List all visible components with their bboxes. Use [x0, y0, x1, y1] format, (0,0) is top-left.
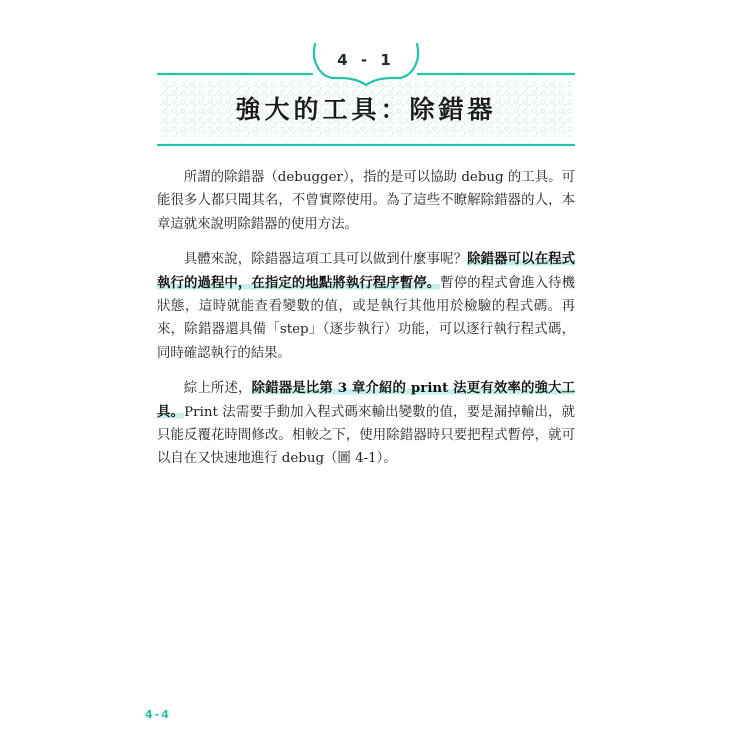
text-run: 綜上所述，: [183, 381, 252, 397]
text-run: Print 法需要手動加入程式碼來輸出變數的值，要是漏掉輸出，就只能反覆花時間修改。相較之下，使用除錯器時只要把程式暫停，就可以自在又快速地進行 debug（圖 4-1）。: [157, 404, 575, 467]
text-run: 所謂的除錯器（debugger），指的是可以協助 debug 的工具。可能很多人都只聞其名，不曾實際使用。為了這些不瞭解除錯器的人，本章這就來說明除錯器的使用方法。: [157, 170, 575, 232]
text-run: 具體來說，除錯器這項工具可以做到什麼事呢？: [183, 252, 468, 268]
section-title: 強大的工具：除錯器: [235, 95, 497, 124]
page-number: 4-4: [145, 708, 171, 721]
body-text: [157, 166, 575, 483]
text-run: 暫停的程式會進入待機狀態，這時就能查看變數的值，或是執行其他用於檢驗的程式碼。再來，除錯器還具備「step」（逐步執行）功能，可以逐行執行程式碼，同時確認執行的結果。: [157, 275, 576, 361]
section-number: 4 - 1: [337, 51, 395, 69]
highlighted-text-run: 除錯器是比第 3 章介紹的 print 法更有效率的強大工具。: [157, 380, 576, 420]
section-header-frame: [0, 0, 750, 160]
paragraph: [157, 166, 575, 236]
paragraph: [157, 377, 575, 471]
paragraph: [157, 248, 575, 365]
highlighted-text-run: 除錯器可以在程式執行的過程中，在指定的地點將執行程序暫停。: [157, 251, 575, 291]
